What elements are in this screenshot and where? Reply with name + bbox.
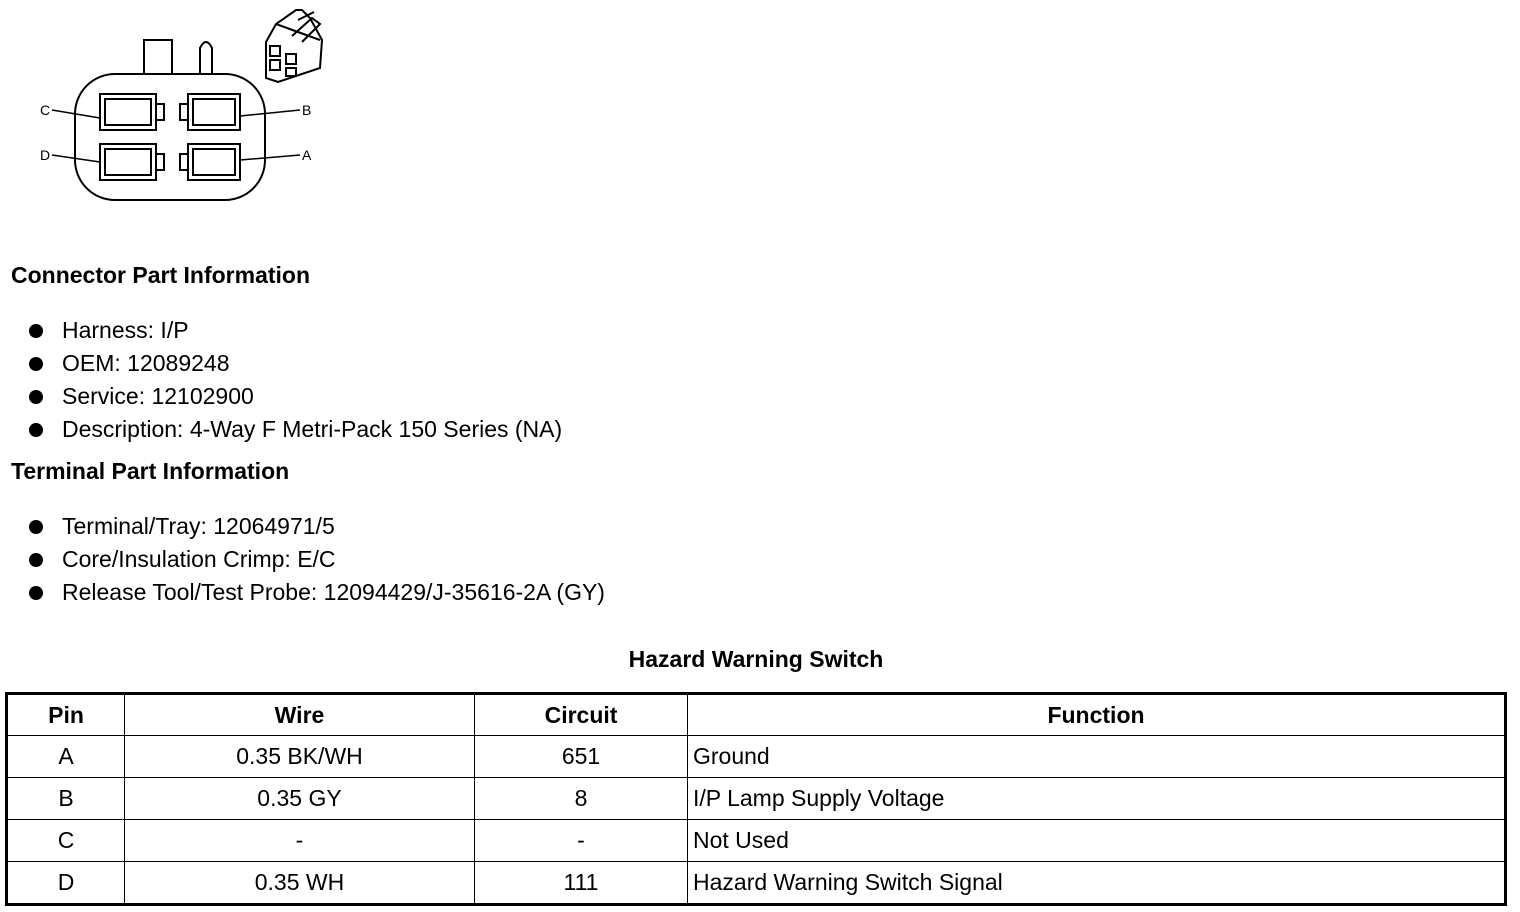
terminal-info-heading: Terminal Part Information [11, 458, 290, 484]
column-header-wire: Wire [125, 694, 475, 736]
table-row [7, 862, 1506, 905]
connector-info-heading: Connector Part Information [11, 262, 311, 288]
list-item: Harness: I/P [28, 314, 562, 347]
list-item: Description: 4-Way F Metri-Pack 150 Series (NA) [28, 413, 562, 446]
wire-cell: 0.35 GY [125, 778, 475, 820]
circuit-cell: 651 [475, 736, 688, 778]
connector-info-list [28, 314, 562, 446]
connector-body [75, 74, 265, 200]
pin-label-c: C [40, 102, 51, 118]
column-header-pin: Pin [7, 694, 125, 736]
pin-cell: B [7, 778, 125, 820]
table-row [7, 736, 1506, 778]
pin-label-a: A [302, 147, 312, 163]
key-post [200, 42, 212, 76]
pin-cell: A [7, 736, 125, 778]
circuit-cell: 8 [475, 778, 688, 820]
function-cell: Hazard Warning Switch Signal [688, 862, 1506, 905]
pin-label-d: D [40, 147, 51, 163]
pinout-table [5, 692, 1507, 906]
bullet-icon [29, 553, 43, 567]
terminal-info-list [28, 510, 605, 609]
list-item: OEM: 12089248 [28, 347, 562, 380]
bullet-icon [29, 324, 43, 338]
column-header-function: Function [688, 694, 1506, 736]
bullet-icon [29, 520, 43, 534]
bullet-icon [29, 423, 43, 437]
circuit-cell: 111 [475, 862, 688, 905]
table-header-row [7, 694, 1506, 736]
pin-cell: D [7, 862, 125, 905]
list-item: Terminal/Tray: 12064971/5 [28, 510, 605, 543]
list-item: Service: 12102900 [28, 380, 562, 413]
wire-cell: 0.35 BK/WH [125, 736, 475, 778]
connector-face-diagram [30, 2, 370, 207]
pin-label-b: B [302, 102, 312, 118]
table-title: Hazard Warning Switch [628, 646, 884, 672]
function-cell: I/P Lamp Supply Voltage [688, 778, 1506, 820]
function-cell: Not Used [688, 820, 1506, 862]
wire-cell: - [125, 820, 475, 862]
list-item: Core/Insulation Crimp: E/C [28, 543, 605, 576]
connector-pictogram [266, 10, 322, 82]
table-row [7, 778, 1506, 820]
bullet-icon [29, 390, 43, 404]
bullet-icon [29, 357, 43, 371]
list-item: Release Tool/Test Probe: 12094429/J-35616-2A (GY) [28, 576, 605, 609]
locking-tab [144, 40, 172, 76]
wire-cell: 0.35 WH [125, 862, 475, 905]
table-row [7, 820, 1506, 862]
circuit-cell: - [475, 820, 688, 862]
function-cell: Ground [688, 736, 1506, 778]
column-header-circuit: Circuit [475, 694, 688, 736]
bullet-icon [29, 586, 43, 600]
pin-cell: C [7, 820, 125, 862]
